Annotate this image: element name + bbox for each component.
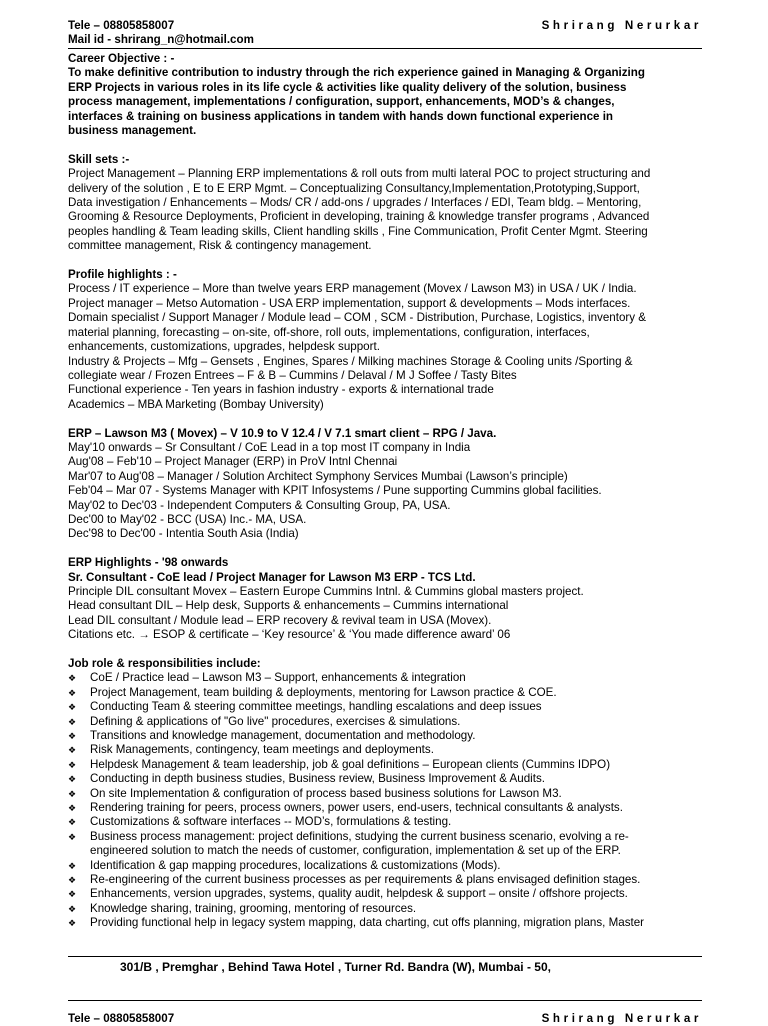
career-objective-line: To make definitive contribution to industry through the rich experience gained in Managing & Organizing [68, 66, 645, 80]
list-item-text: Customizations & software interfaces -- MOD’s, formulations & testing. [90, 815, 452, 829]
diamond-bullet-icon: ❖ [68, 731, 77, 742]
list-item-text: Helpdesk Management & team leadership, job & goal definitions – European clients (Cummins IDPO) [90, 757, 611, 771]
erp-experience-heading: ERP – Lawson M3 ( Movex) – V 10.9 to V 12.4 / V 7.1 smart client – RPG / Java. [68, 426, 497, 440]
highlight-line: Lead DIL consultant / Module lead – ERP recovery & revival team in USA (Movex). [68, 613, 492, 627]
diamond-bullet-icon: ❖ [68, 875, 77, 886]
erp-highlights-text [68, 585, 702, 643]
resume-body [68, 52, 702, 931]
list-item [68, 902, 702, 916]
diamond-bullet-icon: ❖ [68, 889, 77, 900]
responsibilities-section [68, 657, 702, 931]
erp-highlights-heading: ERP Highlights - '98 onwards [68, 556, 229, 570]
list-item-text: Rendering training for peers, process owners, power users, end-users, technical consultants & analysts. [90, 801, 623, 815]
list-item [68, 815, 702, 829]
list-item-text: Providing functional help in legacy system mapping, data charting, cut offs planning, migration plans, Master [90, 916, 645, 930]
list-item [68, 671, 702, 685]
career-objective-section [68, 52, 702, 138]
skill-line: Grooming & Resource Deployments, Proficient in developing, training & knowledge transfer programs , Advanced [68, 210, 650, 224]
diamond-bullet-icon: ❖ [68, 788, 77, 799]
responsibilities-heading: Job role & responsibilities include: [68, 656, 261, 670]
diamond-bullet-icon: ❖ [68, 831, 77, 842]
skill-line: committee management, Risk & contingency management. [68, 239, 372, 253]
erp-experience-list [68, 441, 702, 542]
profile-line: Domain specialist / Support Manager / Module lead – COM , SCM - Distribution, Purchase, Logistics, inventory & [68, 311, 647, 325]
employment-entry: May'10 onwards – Sr Consultant / CoE Lead in a top most IT company in India [68, 440, 471, 454]
list-item [68, 801, 702, 815]
list-item [68, 758, 702, 772]
diamond-bullet-icon: ❖ [68, 716, 77, 727]
skill-line: Project Management – Planning ERP implementations & roll outs from multi lateral POC to project structuring and [68, 167, 651, 181]
diamond-bullet-icon: ❖ [68, 903, 77, 914]
skill-sets-section [68, 153, 702, 254]
career-objective-line: ERP Projects in various roles in its life cycle & activities like quality delivery of the solution, business [68, 80, 627, 94]
career-objective-line: interfaces & training on business applications in tandem with hands down functional experience in [68, 109, 613, 123]
diamond-bullet-icon: ❖ [68, 673, 77, 684]
employment-entry: May'02 to Dec'03 - Independent Computers & Consulting Group, PA, USA. [68, 498, 451, 512]
list-item-text: Risk Managements, contingency, team meetings and deployments. [90, 743, 434, 757]
list-item-text: Transitions and knowledge management, documentation and methodology. [90, 729, 476, 743]
responsibilities-list [68, 671, 702, 930]
footer-divider [68, 956, 702, 957]
diamond-bullet-icon: ❖ [68, 803, 77, 814]
list-item-text: On site Implementation & configuration of process based business solutions for Lawson M3. [90, 786, 562, 800]
skill-line: delivery of the solution , E to E ERP Mgmt. – Conceptualizing Consultancy,Implementation,Prototyping,Support, [68, 181, 640, 195]
profile-line: Functional experience - Ten years in fashion industry - exports & international trade [68, 383, 494, 397]
erp-highlights-section [68, 556, 702, 642]
highlight-line: Head consultant DIL – Help desk, Supports & enhancements – Cummins international [68, 599, 509, 613]
header-divider [68, 48, 702, 49]
diamond-bullet-icon: ❖ [68, 860, 77, 871]
list-item-text: Defining & applications of "Go live" procedures, exercises & simulations. [90, 714, 461, 728]
skill-line: peoples handling & Team leading skills, Client handling skills , Fine Communication, Profit Center Mgmt. Steering [68, 224, 648, 238]
diamond-bullet-icon: ❖ [68, 759, 77, 770]
profile-line: Process / IT experience – More than twelve years ERP management (Movex / Lawson M3) in USA / UK / India. [68, 282, 637, 296]
list-item-text: CoE / Practice lead – Lawson M3 – Support, enhancements & integration [90, 671, 466, 685]
employment-entry: Feb'04 – Mar 07 - Systems Manager with KPIT Infosystems / Pune supporting Cummins global facilities. [68, 484, 602, 498]
list-item [68, 772, 702, 786]
profile-highlights-heading: Profile highlights : - [68, 268, 177, 282]
highlight-line: Citations etc. → ESOP & certificate – ‘Key resource’ & ‘You made difference award’ 06 [68, 628, 511, 642]
list-item [68, 743, 702, 757]
next-page-phone: Tele – 08805858007 [68, 1012, 175, 1025]
list-item [68, 916, 702, 930]
list-item [68, 729, 702, 743]
profile-line: Academics – MBA Marketing (Bombay University) [68, 397, 324, 411]
erp-experience-section [68, 427, 702, 542]
profile-line: material planning, forecasting – on-site, off-shore, roll outs, implementations, configuration, interfaces, [68, 325, 590, 339]
list-item [68, 787, 702, 801]
list-item-text: Project Management, team building & deployments, mentoring for Lawson practice & COE. [90, 685, 557, 699]
list-item [68, 700, 702, 714]
list-item-text: Conducting Team & steering committee meetings, handling escalations and deep issues [90, 700, 542, 714]
list-item-text: engineered solution to match the needs of customer, configuration, implementation & set up of the ERP. [90, 844, 621, 858]
page-header [68, 19, 702, 49]
list-item [68, 830, 702, 859]
diamond-bullet-icon: ❖ [68, 918, 77, 929]
employment-entry: Dec'00 to May'02 - BCC (USA) Inc.- MA, USA. [68, 512, 307, 526]
employment-entry: Dec'98 to Dec'00 - Intentia South Asia (India) [68, 527, 299, 541]
email-address: Mail id - shrirang_n@hotmail.com [68, 33, 254, 46]
list-item-text: Identification & gap mapping procedures, localizations & customizations (Mods). [90, 858, 501, 872]
skill-line: Data investigation / Enhancements – Mods/ CR / add-ons / upgrades / Interfaces / EDI, Team bldg. – Mentoring, [68, 196, 642, 210]
candidate-name: Shrirang Nerurkar [541, 19, 702, 32]
employment-entry: Mar'07 to Aug'08 – Manager / Solution Architect Symphony Services Mumbai (Lawson’s principle) [68, 469, 568, 483]
skill-sets-heading: Skill sets :- [68, 152, 130, 166]
profile-line: collegiate wear / Frozen Entrees – F & B – Cummins / Delaval / M J Soffee / Tasty Bites [68, 368, 517, 382]
highlight-line: Principle DIL consultant Movex – Eastern Europe Cummins Intnl. & Cummins global masters project. [68, 584, 584, 598]
profile-line: Industry & Projects – Mfg – Gensets , Engines, Spares / Milking machines Storage & Cooling units /Sporting & [68, 354, 633, 368]
phone-number: Tele – 08805858007 [68, 19, 175, 32]
employment-entry: Aug'08 – Feb'10 – Project Manager (ERP) in ProV Intnl Chennai [68, 455, 398, 469]
list-item [68, 887, 702, 901]
erp-highlights-role: Sr. Consultant - CoE lead / Project Manager for Lawson M3 ERP - TCS Ltd. [68, 570, 476, 584]
career-objective-line: process management, implementations / configuration, support, enhancements, MOD’s & changes, [68, 95, 615, 109]
postal-address: 301/B , Premghar , Behind Tawa Hotel , Turner Rd. Bandra (W), Mumbai - 50, [120, 960, 551, 974]
profile-highlights-text [68, 282, 702, 412]
diamond-bullet-icon: ❖ [68, 702, 77, 713]
profile-line: Project manager – Metso Automation - USA ERP implementation, support & developments – Mods interfaces. [68, 296, 631, 310]
list-item-text: Enhancements, version upgrades, systems, quality audit, helpdesk & support – onsite / offshore projects. [90, 887, 628, 901]
career-objective-line: business management. [68, 124, 197, 138]
list-item-text: Business process management: project definitions, studying the current business scenario, evolving a re- [90, 829, 629, 843]
page-break-divider [68, 1000, 702, 1001]
list-item [68, 859, 702, 873]
list-item-text: Re-engineering of the current business processes as per requirements & plans envisaged definition stages. [90, 873, 641, 887]
diamond-bullet-icon: ❖ [68, 745, 77, 756]
profile-highlights-section [68, 268, 702, 412]
diamond-bullet-icon: ❖ [68, 774, 77, 785]
career-objective-heading: Career Objective : - [68, 52, 175, 65]
list-item [68, 686, 702, 700]
profile-line: enhancements, customizations, upgrades, helpdesk support. [68, 340, 380, 354]
skill-sets-text [68, 167, 702, 253]
list-item [68, 715, 702, 729]
list-item [68, 873, 702, 887]
diamond-bullet-icon: ❖ [68, 687, 77, 698]
career-objective-text [68, 66, 702, 138]
list-item-text: Knowledge sharing, training, grooming, mentoring of resources. [90, 901, 417, 915]
list-item-text: Conducting in depth business studies, Business review, Business Improvement & Audits. [90, 772, 545, 786]
next-page-name: Shrirang Nerurkar [541, 1012, 702, 1025]
diamond-bullet-icon: ❖ [68, 817, 77, 828]
